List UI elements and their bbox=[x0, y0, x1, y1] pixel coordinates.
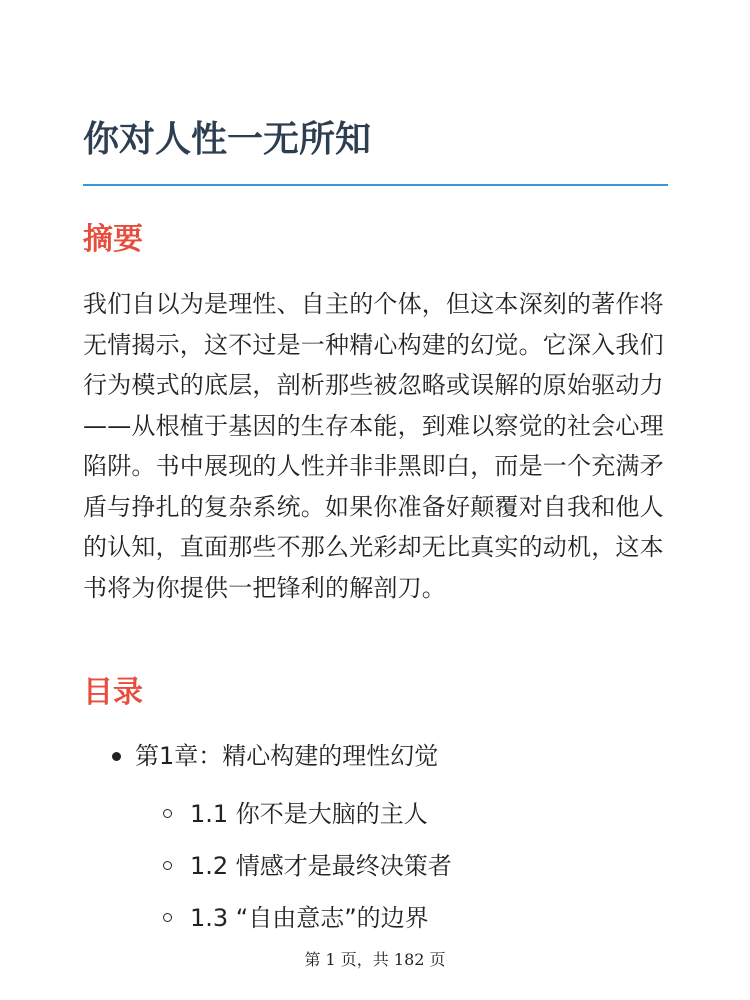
document-title: 你对人性一无所知 bbox=[83, 119, 372, 160]
toc-section-1-1[interactable] bbox=[83, 796, 452, 848]
bullet-circle-icon bbox=[163, 913, 172, 922]
toc-chapter-1[interactable] bbox=[83, 738, 668, 932]
bullet-circle-icon bbox=[163, 809, 172, 818]
title-divider bbox=[83, 184, 668, 186]
toc-section-1-3[interactable] bbox=[83, 900, 452, 952]
page-number-footer: 第 1 页，共 182 页 bbox=[304, 950, 446, 969]
toc-section-1-2[interactable] bbox=[83, 848, 452, 900]
toc-section-label: 1.1 你不是大脑的主人 bbox=[190, 800, 428, 828]
toc-list bbox=[83, 738, 668, 932]
toc-section-label: 1.2 情感才是最终决策者 bbox=[190, 852, 452, 880]
bullet-circle-icon bbox=[163, 861, 172, 870]
document-page bbox=[83, 0, 668, 1000]
toc-section-label: 1.3 “自由意志”的边界 bbox=[190, 904, 429, 932]
summary-paragraph: 我们自以为是理性、自主的个体，但这本深刻的著作将无情揭示，这不过是一种精心构建的幻觉。它深入我们行为模式的底层，剖析那些被忽略或误解的原始驱动力——从根植于基因的生存本能，到难以察觉的社会心理陷阱。书中展现的人性并非非黑即白，而是一个充满矛盾与挣扎的复杂系统。如果你准备好颠覆对自我和他人的认知，直面那些不那么光彩却无比真实的动机，这本书将为你提供一把锋利的解剖刀。 bbox=[83, 290, 664, 602]
toc-sublist bbox=[83, 796, 452, 952]
summary-heading: 摘要 bbox=[83, 222, 143, 257]
toc-heading: 目录 bbox=[83, 675, 143, 710]
bullet-disc-icon bbox=[112, 752, 121, 761]
toc-chapter-label: 第1章：精心构建的理性幻觉 bbox=[135, 742, 439, 770]
